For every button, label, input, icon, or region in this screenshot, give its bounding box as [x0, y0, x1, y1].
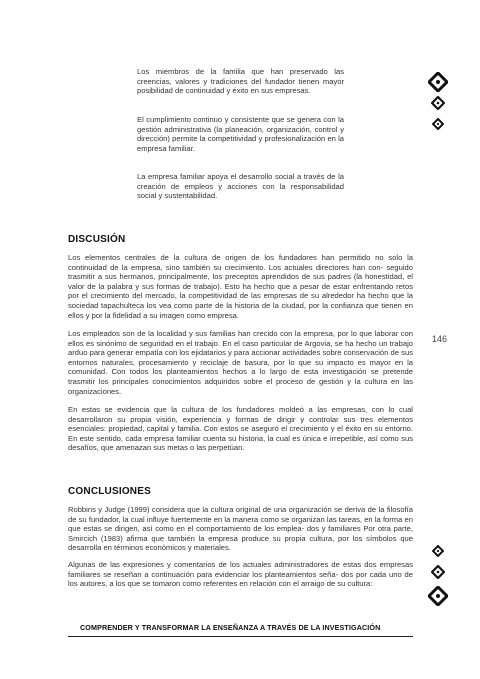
diamond-ornament-icon [428, 586, 448, 606]
diamond-ornament-icon [432, 118, 444, 130]
conclusiones-heading: CONCLUSIONES [68, 486, 151, 497]
footer-title: COMPRENDER Y TRANSFORMAR LA ENSEÑANZA A TRAVÉS DE LA INVESTIGACIÓN [80, 623, 381, 632]
conclusiones-paragraph-2: Algunas de las expresiones y comentarios de los actuales administradores de estas dos empresas familiares se reseñan a continuación para evidenciar los planteamientos seña- dos por cada uno de los autores, a los que se tomaron como referentes en relación con el arraigo de su cultura: [68, 560, 413, 589]
page-number: 146 [432, 334, 448, 344]
diamond-ornament-icon [431, 96, 445, 110]
intro-quote-3: La empresa familiar apoya el desarrollo social a través de la creación de empleos y acciones con la responsabilidad social y sustentabilidad. [137, 172, 344, 201]
intro-quote-2: El cumplimiento continuo y consistente que se genera con la gestión administrativa (la planeación, organización, control y dirección) permite la competitividad y profesionalización en la empresa familiar. [137, 115, 344, 153]
intro-quote-1: Los miembros de la familia que han preservado las creencias, valores y tradiciones del fundador tienen mayor posibilidad de continuidad y éxito en sus empresas. [137, 67, 344, 96]
conclusiones-paragraph-1: Robbins y Judge (1999) considera que la cultura original de una organización se deriva de la filosofía de su fundador, la cual influye fuertemente en la manera como se organizan las tareas, en la forma en que estas se dirigen, así como en el comportamiento de los emplea- dos y familiares Por otra parte, Smircich (1983) afirma que también la empresa produce su propia cultura, por los símbolos que desarrolla en términos económicos y materiales. [68, 505, 413, 553]
footer-rule [68, 636, 413, 637]
discusion-paragraph-2: Los empleados son de la localidad y sus familias han crecido con la empresa, por lo que laborar con ellos es sinónimo de seguridad en el trabajo. En el caso particular de Argovia, se ha hecho un trabajo arduo para generar empatía con los ejidatarios y para accionar actividades sobre conservación de sus entornos naturales, procesamiento y reciclaje de basura, por lo que su impacto es mayor en la comunidad. Con todos los planteamientos hechos a lo largo de esta investigación se pretende trasmitir los principales conocimientos adquiridos sobre el proceso de gestión y la cultura en las organizaciones. [68, 329, 413, 396]
diamond-ornament-icon [431, 565, 445, 579]
discusion-heading: DISCUSIÓN [68, 234, 126, 245]
diamond-ornament-icon [432, 545, 444, 557]
discusion-paragraph-3: En estas se evidencia que la cultura de los fundadores moldeó a las empresas, con lo cual desarrollaron su propia visión, experiencia y formas de dirigir y controlar sus tres elementos esenciales: propiedad, capital y familia. Con estos se aseguró el crecimiento y el éxito en su entorno. En este sentido, cada empresa familiar cuenta su historia, la cual es única e irrepetible, así como sus desafíos, que amenazan sus metas o las perpetúan. [68, 405, 413, 453]
diamond-ornament-icon [428, 72, 448, 92]
discusion-paragraph-1: Los elementos centrales de la cultura de origen de los fundadores han permitido no solo la continuidad de la empresa, sino también su crecimiento. Los actuales directores han con- seguido trasmitir a sus hermanos, principalmente, los preceptos aprendidos de sus padres (la honestidad, el valor de la palabra y sus formas de trabajo). Esto ha hecho que a pesar de estar enfrentando retos por el crecimiento del mercado, la competitividad de las empresas de su alrededor ha hecho que la sociedad tapachulteca los vea como parte de la historia de la ciudad, por la confianza que tienen en ellos y por la fidelidad a su imagen como empresa. [68, 253, 413, 320]
